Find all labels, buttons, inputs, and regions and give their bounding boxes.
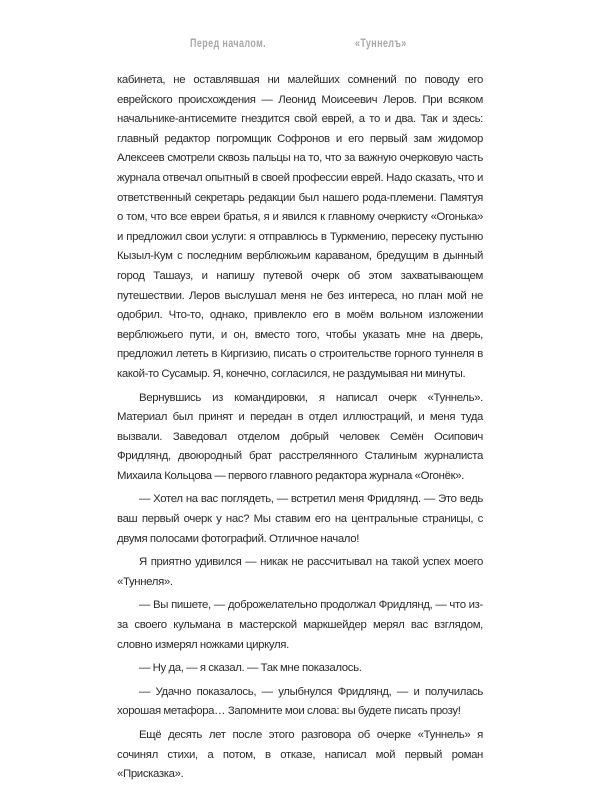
paragraph-4: Я приятно удивился — никак не рассчитывал на такой успех моего «Туннеля». [117,556,483,588]
body-text [117,71,483,785]
header-section-title: Перед началом. [190,38,267,50]
paragraph-1: кабинета, не оставлявшая ни малейших сомнений по поводу его еврейского происхождения — Леонид Моисеевич Леров. При всяком начальнике-антисемите гнездится свой еврей, а то и два. Так и здесь: главный редактор погромщик Софронов и его первый зам жидомор Алексеев смотрели сквозь пальцы на то, что за важную очерковую часть журнала отвечал опытный в своей профессии еврей. Надо сказать, что и ответственный секретарь редакции был нашего рода-племени. Памятуя о том, что все евреи братья, я и явился к главному очеркисту «Огонька» и предложил свои услуги: я отправлюсь в Туркмению, пересеку пустыню Кызыл-Кум с последним верблюжьим караваном, бредущим в дынный город Ташауз, и напишу путевой очерк об этом захватывающем путешествии. Леров выслушал меня не без интереса, но план мой не одобрил. Что-то, однако, привлекло его в моём вольном изложении верблюжьего пути, и он, вместо того, чтобы указать мне на дверь, предложил лететь в Киргизию, писать о строительстве горного туннеля в какой-то Сусамыр. Я, конечно, согласился, не раздумывая ни минуты. [117,74,483,380]
paragraph-5: — Вы пишете, — доброжелательно продолжал Фридлянд, — что из-за своего кульмана в мастерской маркшейдер мерял вас взглядом, словно измерял ножками циркуля. [117,599,483,651]
paragraph-7: — Удачно показалось, — улыбнулся Фридлянд, — и получилась хорошая метафора… Запомните мои слова: вы будете писать прозу! [117,685,483,718]
paragraph-8: Ещё десять лет после этого разговора об очерке «Туннель» я сочинял стихи, а потом, в отказе, написал мой первый роман «Присказка». [117,729,483,781]
header-book-title: «Туннелъ» [355,38,407,50]
paragraph-2: Вернувшись из командировки, я написал очерк «Туннель». Материал был принят и передан в отдел иллюстраций, и меня туда вызвали. Заведовал отделом добрый человек Семён Осипович Фридлянд, двоюродный брат расстрелянного Сталиным журналиста Михаила Кольцова — первого главного редактора журнала «Огонёк». [117,391,483,482]
paragraph-6: — Ну да, — я сказал. — Так мне показалось. [139,662,362,675]
running-header [0,38,600,58]
paragraph-3: — Хотел на вас поглядеть, — встретил меня Фридлянд. — Это ведь ваш первый очерк у нас? Мы ставим его на центральные страницы, с двумя полосами фотографий. Отличное начало! [117,493,483,545]
